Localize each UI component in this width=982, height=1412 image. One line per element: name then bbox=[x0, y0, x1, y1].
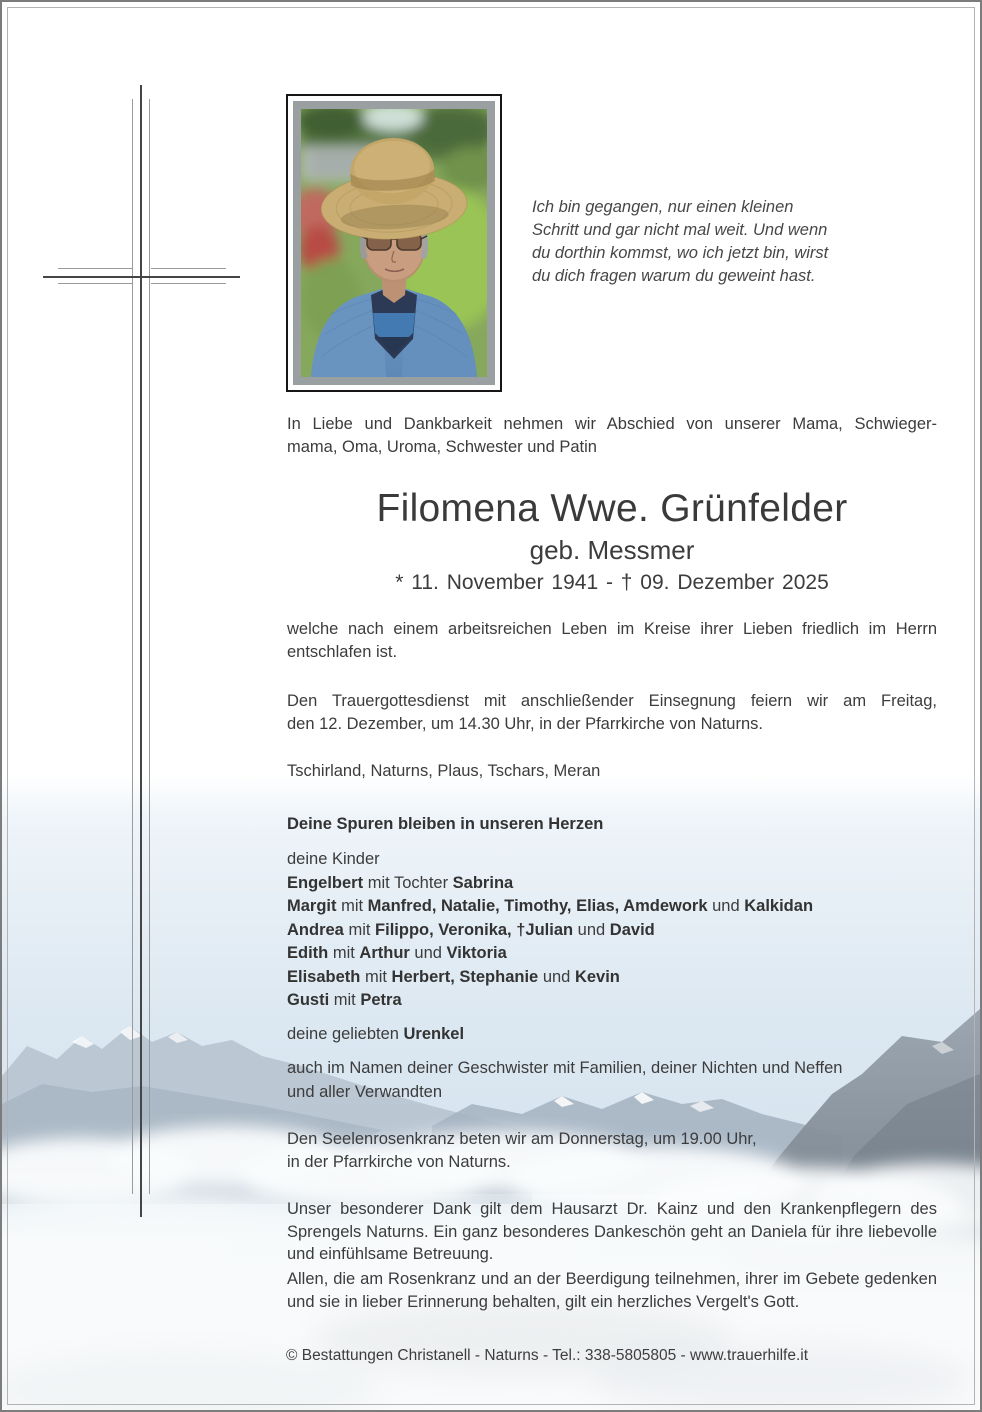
cross-horizontal-line-bottom-left bbox=[58, 283, 132, 284]
cross-horizontal-line-main bbox=[43, 276, 240, 278]
paragraph-urenkel: deine geliebten Urenkel bbox=[287, 1025, 465, 1043]
maiden-name: geb. Messmer bbox=[529, 535, 695, 565]
portrait-photo-mat bbox=[293, 101, 495, 385]
paragraph-trauergottesdienst: Den Trauergottesdienst mit anschließender Einsegnung feiern wir am Freitag, den 12. Dezember, um 14.30 Uhr, in der Pfarrkirche von Naturns. bbox=[287, 692, 937, 733]
paragraph-gebet: Allen, die am Rosenkranz und an der Beerdigung teilnehmen, ihrer im Gebete gedenken und sie in lieber Erinnerung behalten, gilt ein herzliches Vergelt's Gott. bbox=[287, 1270, 937, 1311]
cross-horizontal-line-top-right bbox=[151, 268, 226, 269]
paragraph-verwandte: auch im Namen deiner Geschwister mit Familien, deiner Nichten und Neffen und aller Verwandten bbox=[287, 1059, 843, 1101]
intro-paragraph: In Liebe und Dankbarkeit nehmen wir Abschied von unserer Mama, Schwieger- mama, Oma, Uroma, Schwester und Patin bbox=[287, 415, 937, 456]
undertaker-footer: © Bestattungen Christanell - Naturns - Tel.: 338-5805805 - www.trauerhilfe.it bbox=[286, 1347, 809, 1364]
portrait-photo bbox=[301, 109, 487, 377]
cross-vertical-line-main bbox=[140, 85, 142, 1217]
cross-horizontal-line-bottom-right bbox=[151, 283, 226, 284]
family-list bbox=[287, 848, 937, 1013]
memorial-poem: Ich bin gegangen, nur einen kleinen Schritt und gar nicht mal weit. Und wenn du dorthin kommst, wo ich jetzt bin, wirst du dich fragen warum du geweint hast. bbox=[532, 198, 829, 285]
portrait-photo-frame bbox=[286, 94, 502, 392]
paragraph-seelenrosenkranz: Den Seelenrosenkranz beten wir am Donnerstag, um 19.00 Uhr, in der Pfarrkirche von Naturns. bbox=[287, 1130, 757, 1171]
cross-horizontal-line-top-left bbox=[58, 268, 132, 269]
paragraph-dank: Unser besonderer Dank gilt dem Hausarzt Dr. Kainz und den Krankenpflegern des Sprengels Naturns. Ein ganz besonderes Dankeschön geht an Daniela für ihre liebevolle und einfühlsame Betreuung. bbox=[287, 1200, 937, 1263]
kinder-label: deine Kinder bbox=[287, 850, 380, 868]
paragraph-orte: Tschirland, Naturns, Plaus, Tschars, Meran bbox=[287, 762, 601, 780]
life-dates: * 11. November 1941 - † 09. Dezember 2025 bbox=[395, 571, 829, 594]
deceased-name: Filomena Wwe. Grünfelder bbox=[376, 487, 848, 530]
cross-vertical-line-left bbox=[132, 99, 133, 1194]
paragraph-entschlafen: welche nach einem arbeitsreichen Leben im Kreise ihrer Lieben friedlich im Herrn entschlafen ist. bbox=[287, 620, 937, 661]
kinder-lines: Engelbert mit Tochter Sabrina Margit mit Manfred, Natalie, Timothy, Elias, Amdework und Kalkidan Andrea mit Filippo, Veronika, †Julian und David Edith mit Arthur und Viktoria Elisabeth mit Herbert, Stephanie und Kevin Gusti mit Petra bbox=[287, 873, 814, 1009]
paragraph-spuren: Deine Spuren bleiben in unseren Herzen bbox=[287, 815, 604, 833]
cross-vertical-line-right bbox=[149, 99, 150, 1194]
